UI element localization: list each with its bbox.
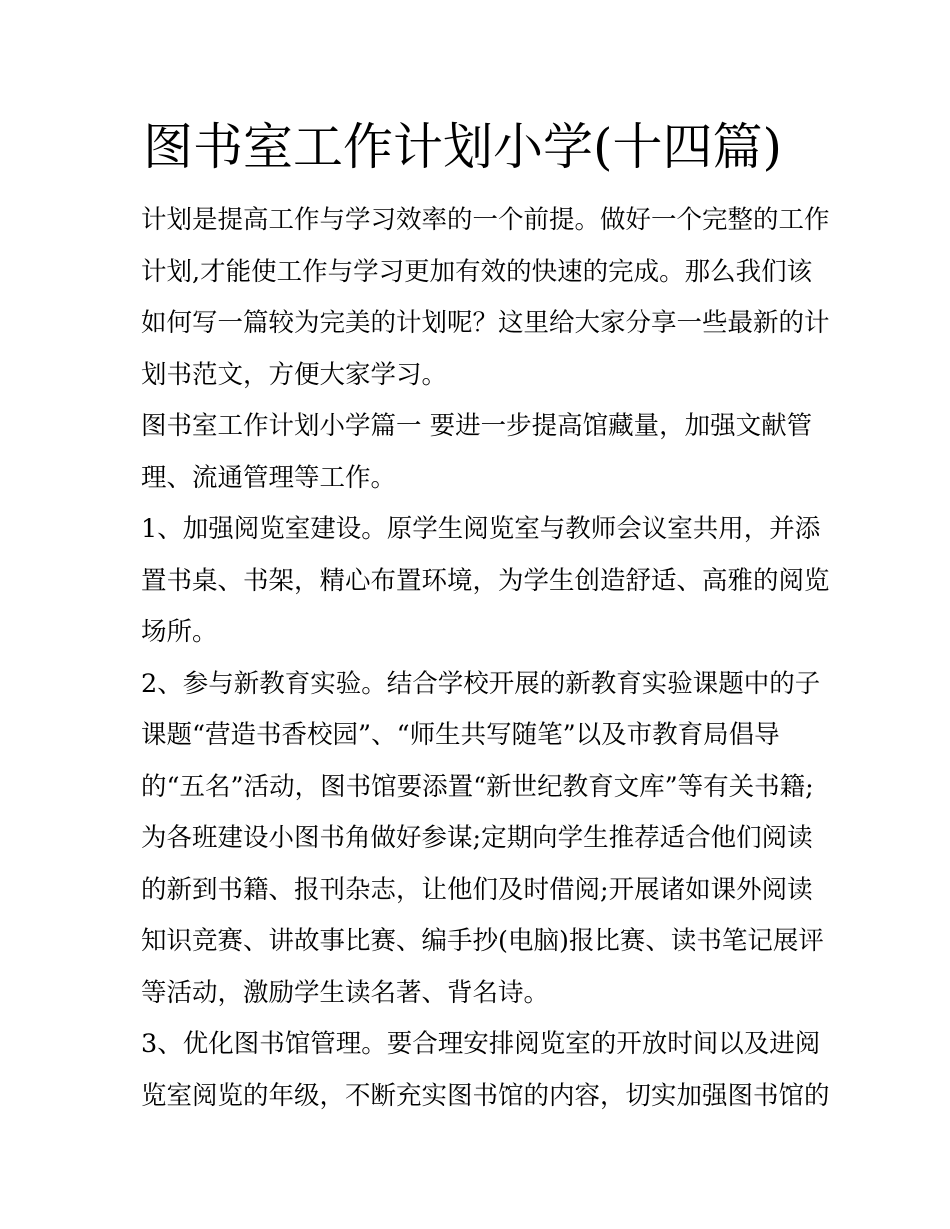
paragraph-line: 理、流通管理等工作。 [141,462,397,493]
paragraph-line: 的“五名”活动，图书馆要添置“新世纪教育文库”等有关书籍; [141,771,814,802]
paragraph-line: 知识竞赛、讲故事比赛、编手抄(电脑)报比赛、读书笔记展评 [141,926,824,956]
paragraph-line: 如何写一篇较为完美的计划呢？这里给大家分享一些最新的计 [141,308,830,338]
paragraph-line: 计划,才能使工作与学习更加有效的快速的完成。那么我们该 [141,256,813,287]
paragraph-line: 置书桌、书架，精心布置环境，为学生创造舒适、高雅的阅览 [141,565,830,596]
paragraph-line: 2、参与新教育实验。结合学校开展的新教育实验课题中的子 [141,668,821,699]
paragraph-line: 3、优化图书馆管理。要合理安排阅览室的开放时间以及进阅 [141,1029,821,1059]
paragraph-line: 场所。 [141,617,218,647]
paragraph-line: 等活动，激励学生读名著、背名诗。 [141,977,550,1008]
paragraph-line: 为各班建设小图书角做好参谋;定期向学生推荐适合他们阅读 [141,823,813,853]
paragraph-line: 课题“营造书香校园”、“师生共写随笔”以及市教育局倡导 [141,720,780,750]
paragraph-line: 图书室工作计划小学篇一 要进一步提高馆藏量，加强文献管 [141,411,813,441]
paragraph-line: 计划是提高工作与学习效率的一个前提。做好一个完整的工作 [141,205,830,235]
paragraph-line: 1、加强阅览室建设。原学生阅览室与教师会议室共用，并添 [141,514,821,544]
document-body [141,195,830,1122]
document-title: 图书室工作计划小学(十四篇) [143,118,783,176]
paragraph-line: 划书范文，方便大家学习。 [141,359,448,390]
paragraph-line: 的新到书籍、报刊杂志，让他们及时借阅;开展诸如课外阅读 [141,874,813,905]
paragraph-line: 览室阅览的年级，不断充实图书馆的内容，切实加强图书馆的 [141,1080,830,1111]
